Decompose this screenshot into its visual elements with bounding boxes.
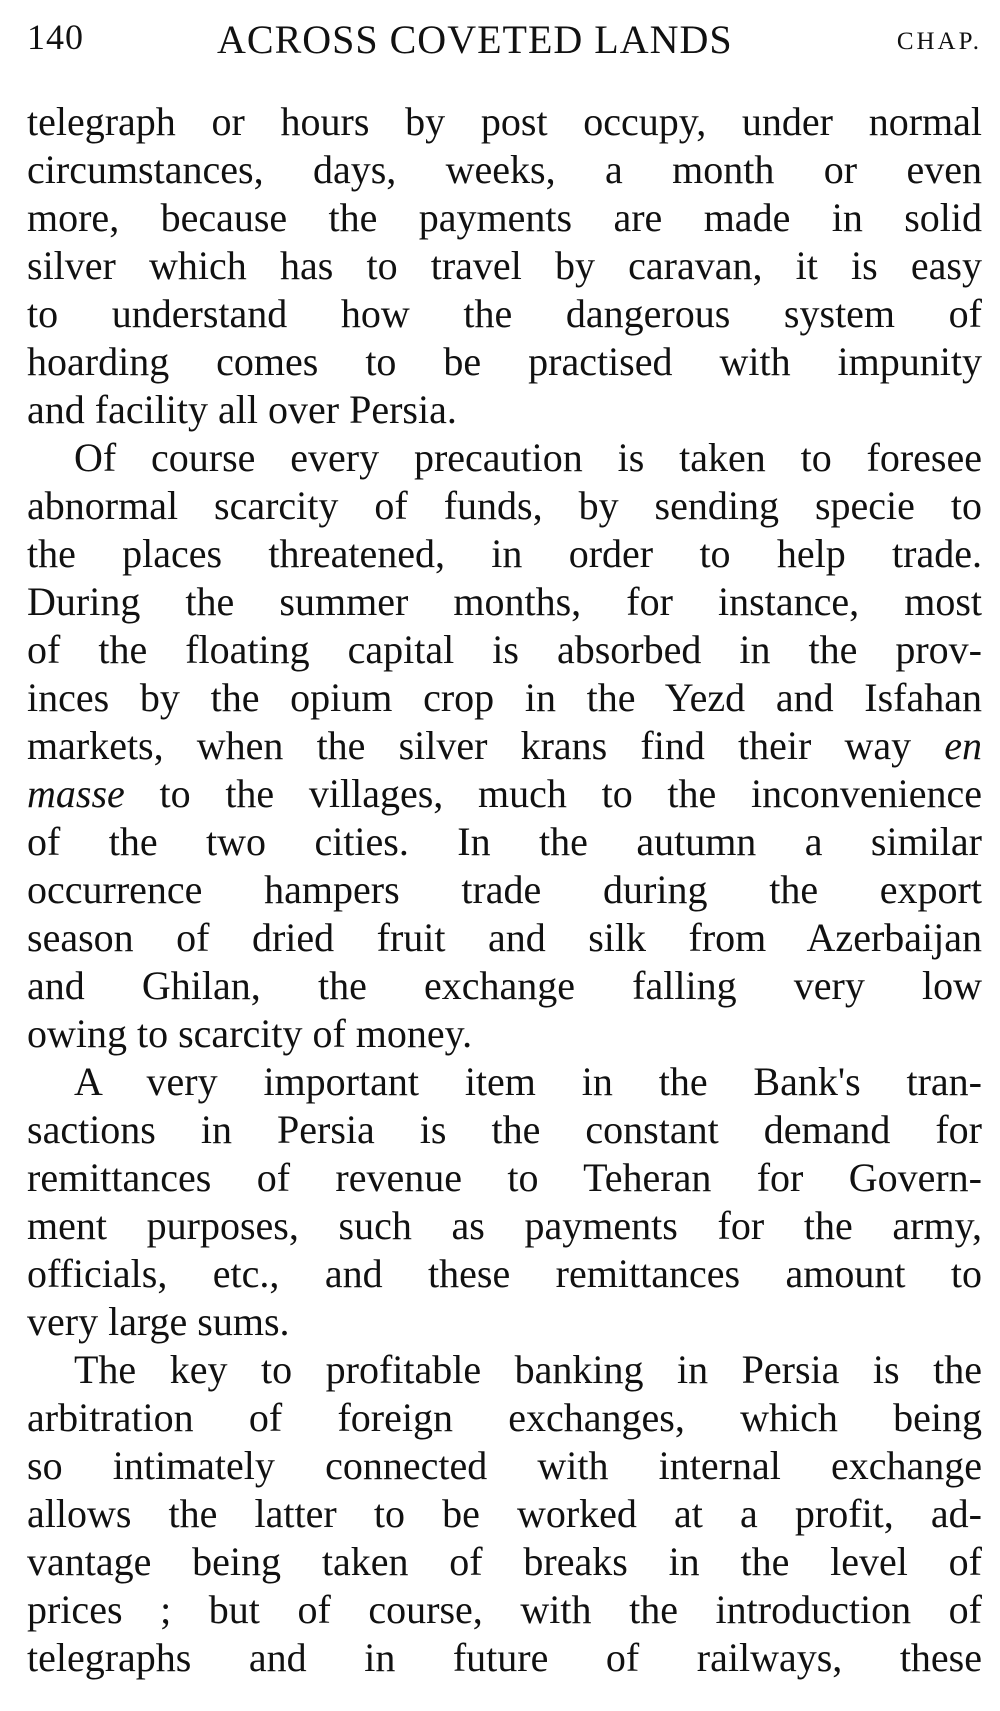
text-line: circumstances, days, weeks, a month or even <box>27 147 982 192</box>
text-line: occurrence hampers trade during the export <box>27 867 982 912</box>
text-line: telegraphs and in future of railways, these <box>27 1635 982 1680</box>
text-line <box>27 770 982 818</box>
paragraph-1 <box>27 98 982 434</box>
text-segment: to the villages, much to the inconvenience <box>124 771 982 816</box>
italic-term: masse <box>27 771 125 816</box>
text-line: vantage being taken of breaks in the level of <box>27 1539 982 1584</box>
text-segment: markets, when the silver krans find their way <box>27 723 945 768</box>
text-line: arbitration of foreign exchanges, which being <box>27 1395 982 1440</box>
text-line: Of course every precaution is taken to foresee <box>74 435 982 480</box>
text-line: very large sums. <box>27 1299 290 1344</box>
text-line: The key to profitable banking in Persia is the <box>74 1347 982 1392</box>
text-line: officials, etc., and these remittances amount to <box>27 1251 982 1296</box>
text-line: abnormal scarcity of funds, by sending specie to <box>27 483 982 528</box>
text-line: and Ghilan, the exchange falling very low <box>27 963 982 1008</box>
text-line <box>27 722 982 770</box>
body-text <box>27 98 982 1682</box>
page-number: 140 <box>27 17 84 57</box>
text-line: prices ; but of course, with the introduction of <box>27 1587 982 1632</box>
page-header <box>27 16 982 68</box>
text-line: inces by the opium crop in the Yezd and Isfahan <box>27 675 982 720</box>
paragraph-3 <box>27 1058 982 1346</box>
text-line: to understand how the dangerous system of <box>27 291 982 336</box>
italic-term: en <box>944 723 982 768</box>
text-line: sactions in Persia is the constant demand for <box>27 1107 982 1152</box>
paragraph-4 <box>27 1346 982 1682</box>
text-line: of the floating capital is absorbed in the prov- <box>27 627 982 672</box>
running-title: ACROSS COVETED LANDS <box>217 17 733 62</box>
text-line: more, because the payments are made in solid <box>27 195 982 240</box>
text-line: the places threatened, in order to help trade. <box>27 531 982 576</box>
text-line: silver which has to travel by caravan, it is easy <box>27 243 982 288</box>
text-line: of the two cities. In the autumn a similar <box>27 819 982 864</box>
text-line: During the summer months, for instance, most <box>27 579 982 624</box>
text-line: hoarding comes to be practised with impunity <box>27 339 982 384</box>
paragraph-2 <box>27 434 982 1058</box>
text-line: and facility all over Persia. <box>27 387 457 432</box>
chapter-label: CHAP. <box>896 28 982 55</box>
text-line: allows the latter to be worked at a profit, ad- <box>27 1491 982 1536</box>
text-line: telegraph or hours by post occupy, under normal <box>27 99 982 144</box>
text-line: A very important item in the Bank's tran- <box>74 1059 982 1104</box>
text-line: remittances of revenue to Teheran for Govern- <box>27 1155 982 1200</box>
text-line: owing to scarcity of money. <box>27 1011 473 1056</box>
text-line: so intimately connected with internal exchange <box>27 1443 982 1488</box>
text-line: ment purposes, such as payments for the army, <box>27 1203 982 1248</box>
text-line: season of dried fruit and silk from Azerbaijan <box>27 915 982 960</box>
